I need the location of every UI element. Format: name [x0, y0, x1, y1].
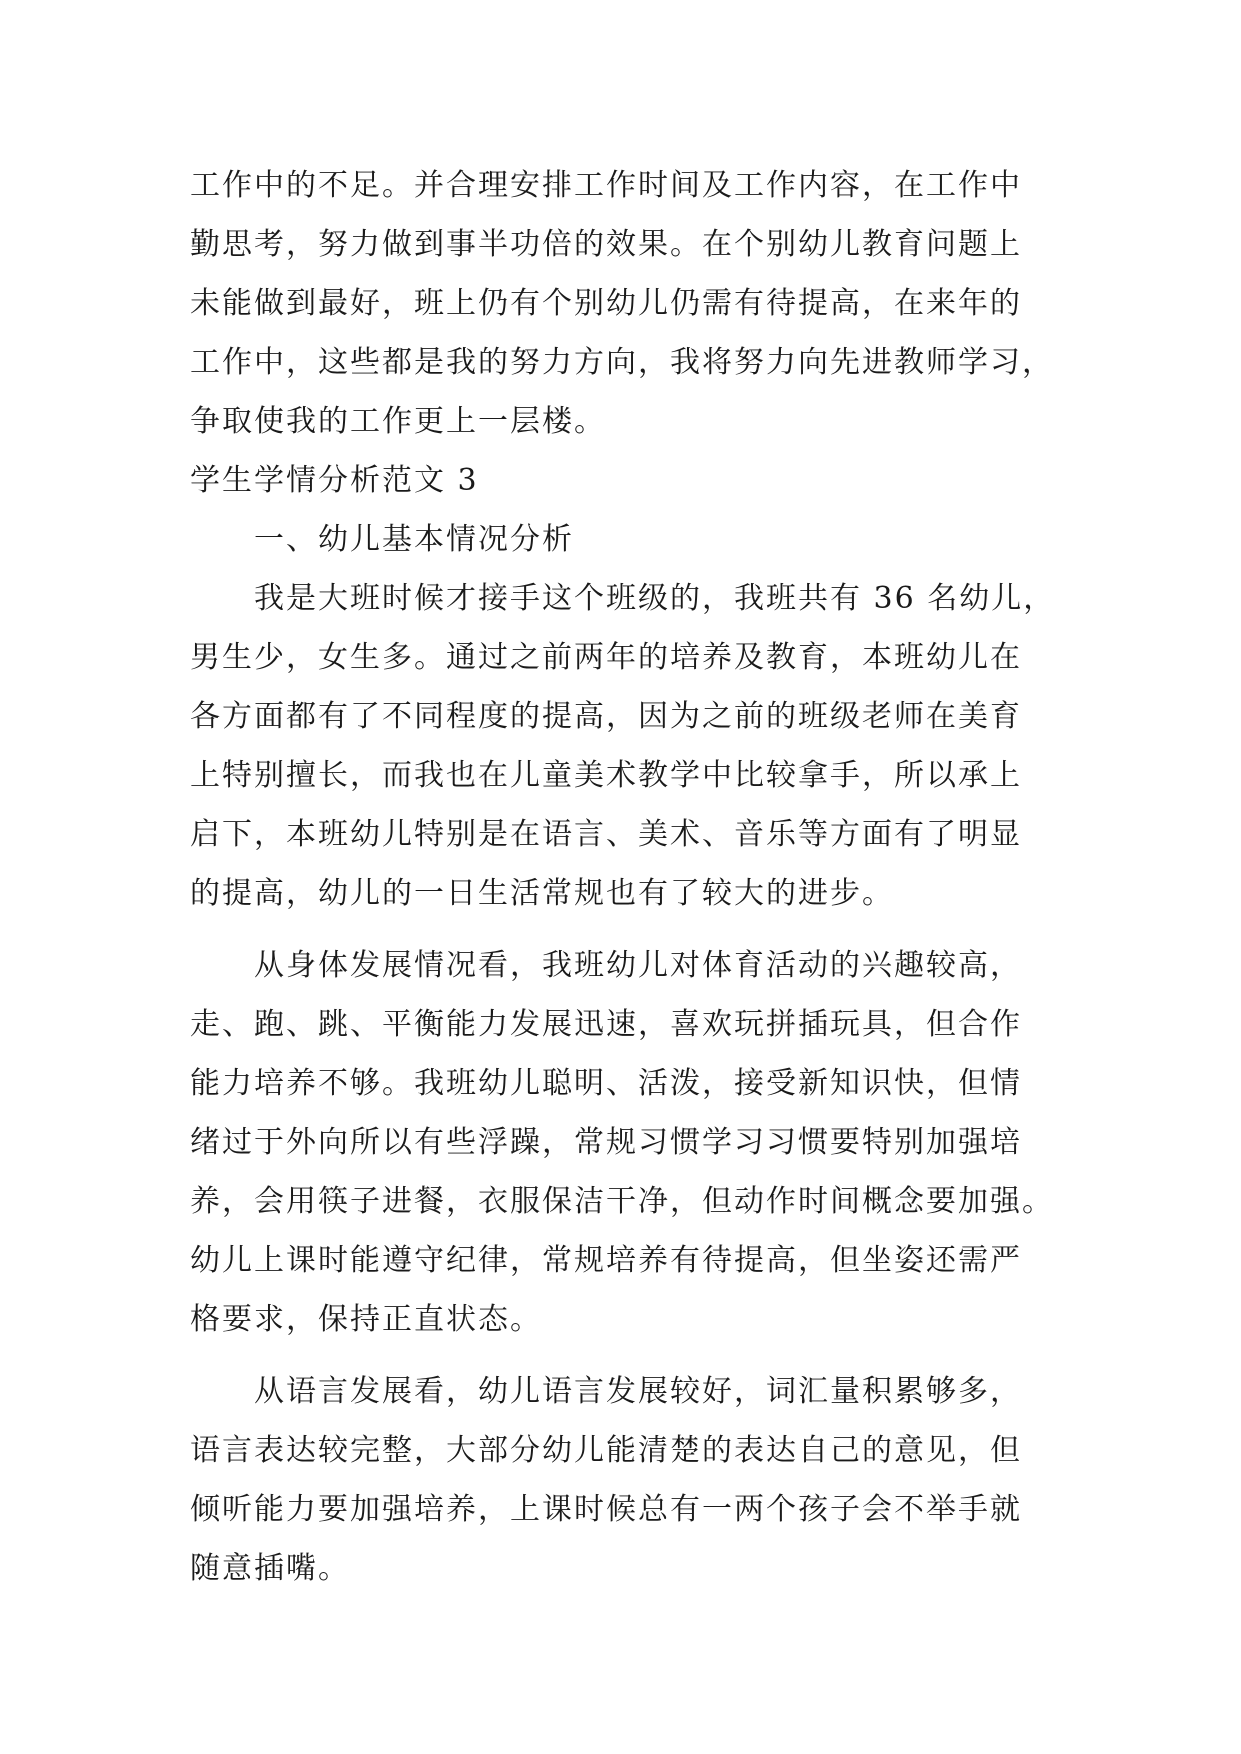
text-line: 格要求，保持正直状态。 — [190, 1302, 542, 1337]
text-line: 语言表达较完整，大部分幼儿能清楚的表达自己的意见，但 — [190, 1433, 1022, 1468]
text-line: 工作中的不足。并合理安排工作时间及工作内容，在工作中 — [190, 168, 1022, 203]
text-line: 各方面都有了不同程度的提高，因为之前的班级老师在美育 — [190, 699, 1022, 734]
text-line: 启下，本班幼儿特别是在语言、美术、音乐等方面有了明显 — [190, 817, 1022, 852]
text-line: 男生少，女生多。通过之前两年的培养及教育，本班幼儿在 — [190, 640, 1022, 675]
text-line: 倾听能力要加强培养，上课时候总有一两个孩子会不举手就 — [190, 1492, 1022, 1527]
text-line: 随意插嘴。 — [190, 1551, 350, 1586]
text-line: 的提高，幼儿的一日生活常规也有了较大的进步。 — [190, 876, 894, 911]
paragraph-gap — [190, 923, 1050, 936]
paragraph-physical-development — [190, 936, 1054, 1349]
text-line: 养，会用筷子进餐，衣服保洁干净，但动作时间概念要加强。 — [190, 1184, 1054, 1219]
text-line: 能力培养不够。我班幼儿聪明、活泼，接受新知识快，但情 — [190, 1066, 1022, 1101]
section-heading: 一、幼儿基本情况分析 — [254, 522, 574, 557]
text-line: 从语言发展看，幼儿语言发展较好，词汇量积累够多， — [254, 1374, 1022, 1409]
text-line: 幼儿上课时能遵守纪律，常规培养有待提高，但坐姿还需严 — [190, 1243, 1022, 1278]
text-line: 绪过于外向所以有些浮躁，常规习惯学习习惯要特别加强培 — [190, 1125, 1022, 1160]
document-body — [190, 156, 1056, 1598]
paragraph-gap — [190, 1349, 1050, 1362]
text-line: 上特别擅长，而我也在儿童美术教学中比较拿手，所以承上 — [190, 758, 1022, 793]
text-line: 走、跑、跳、平衡能力发展迅速，喜欢玩拼插玩具，但合作 — [190, 1007, 1022, 1042]
text-line: 勤思考，努力做到事半功倍的效果。在个别幼儿教育问题上 — [190, 227, 1022, 262]
paragraph-class-overview — [190, 569, 1056, 923]
text-line: 争取使我的工作更上一层楼。 — [190, 404, 606, 439]
text-line: 工作中，这些都是我的努力方向，我将努力向先进教师学习， — [190, 345, 1054, 380]
paragraph-language-development — [190, 1362, 1050, 1598]
document-title: 学生学情分析范文 3 — [190, 463, 479, 498]
text-line: 未能做到最好，班上仍有个别幼儿仍需有待提高，在来年的 — [190, 286, 1022, 321]
text-line: 从身体发展情况看，我班幼儿对体育活动的兴趣较高， — [254, 948, 1022, 983]
paragraph-continued — [190, 156, 1054, 451]
text-line: 我是大班时候才接手这个班级的，我班共有 36 名幼儿， — [254, 581, 1056, 616]
